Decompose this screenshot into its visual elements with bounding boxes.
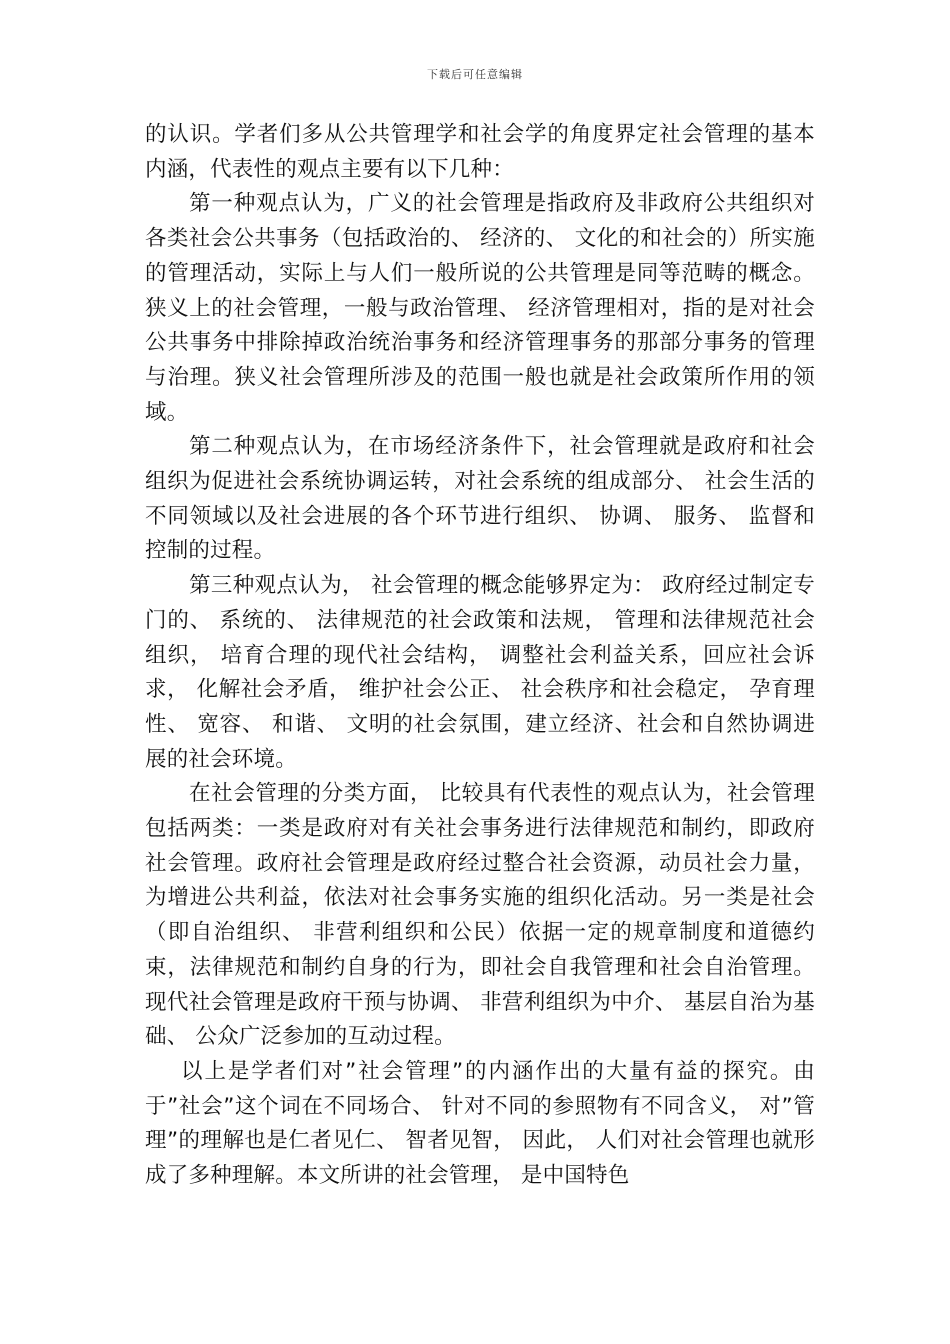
document-body (145, 118, 815, 1194)
paragraph-view-two: 第二种观点认为，在市场经济条件下，社会管理就是政府和社会组织为促进社会系统协调运转，对社会系统的组成部分、 社会生活的不同领域以及社会进展的各个环节进行组织、 协调、 服务、 监督和控制的过程。 (145, 434, 815, 564)
page-header-note: 下载后可任意编辑 (427, 68, 523, 81)
paragraph-summary: 以上是学者们对”社会管理”的内涵作出的大量有益的探究。由于”社会”这个词在不同场合、 针对不同的参照物有不同含义， 对”管理”的理解也是仁者见仁、 智者见智， 因此， 人们对社会管理也就形成了多种理解。本文所讲的社会管理， 是中国特色 (145, 1058, 815, 1189)
paragraph-intro: 的认识。学者们多从公共管理学和社会学的角度界定社会管理的基本内涵，代表性的观点主要有以下几种： (145, 122, 815, 182)
paragraph-view-three: 第三种观点认为， 社会管理的概念能够界定为： 政府经过制定专门的、 系统的、 法律规范的社会政策和法规， 管理和法律规范社会组织， 培育合理的现代社会结构， 调整社会利益关系，回应社会诉求， 化解社会矛盾， 维护社会公正、 社会秩序和社会稳定， 孕育理性、 宽容、 和谐、 文明的社会氛围，建立经济、社会和自然协调进展的社会环境。 (145, 573, 815, 772)
paragraph-classification: 在社会管理的分类方面， 比较具有代表性的观点认为，社会管理包括两类：一类是政府对有关社会事务进行法律规范和制约，即政府社会管理。政府社会管理是政府经过整合社会资源，动员社会力量，为增进公共利益，依法对社会事务实施的组织化活动。另一类是社会（即自治组织、 非营利组织和公民）依据一定的规章制度和道德约束，法律规范和制约自身的行为，即社会自我管理和社会自治管理。现代社会管理是政府干预与协调、 非营利组织为中介、 基层自治为基础、 公众广泛参加的互动过程。 (145, 781, 815, 1050)
paragraph-view-one: 第一种观点认为，广义的社会管理是指政府及非政府公共组织对各类社会公共事务（包括政治的、 经济的、 文化的和社会的）所实施的管理活动，实际上与人们一般所说的公共管理是同等范畴的概念。狭义上的社会管理，一般与政治管理、 经济管理相对，指的是对社会公共事务中排除掉政治统治事务和经济管理事务的那部分事务的管理与治理。狭义社会管理所涉及的范围一般也就是社会政策所作用的领域。 (145, 191, 815, 425)
